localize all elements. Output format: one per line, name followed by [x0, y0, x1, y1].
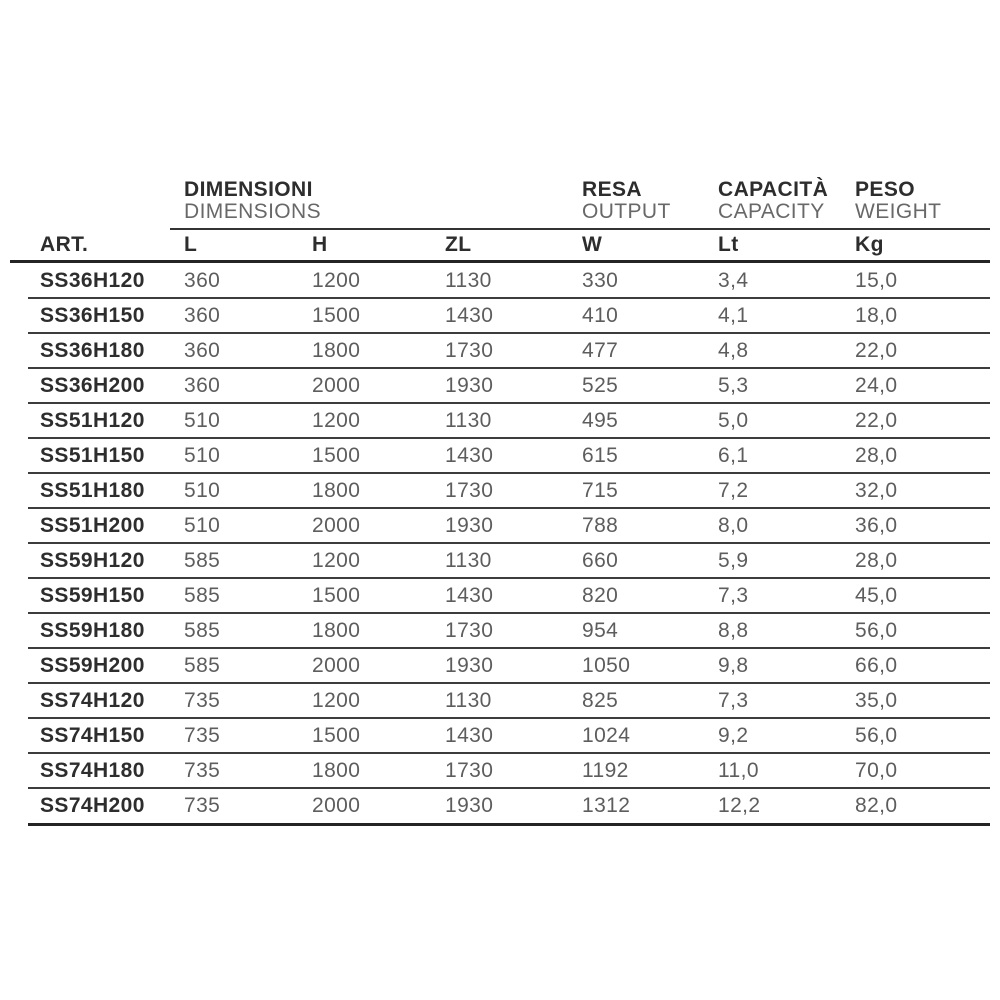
w-cell: 477 [582, 338, 619, 362]
lt-cell: 12,2 [718, 793, 761, 817]
w-cell: 1312 [582, 793, 631, 817]
h-cell: 2000 [312, 653, 361, 677]
table-bottom-line [28, 823, 990, 826]
group-title-peso: PESO [855, 178, 915, 201]
l-cell: 360 [184, 373, 221, 397]
group-subtitle-dimensions: DIMENSIONS [184, 200, 322, 223]
l-cell: 735 [184, 758, 221, 782]
w-cell: 1050 [582, 653, 631, 677]
zl-cell: 1430 [445, 583, 494, 607]
table-row [10, 543, 990, 578]
w-cell: 615 [582, 443, 619, 467]
table-row [10, 438, 990, 473]
h-cell: 1500 [312, 303, 361, 327]
art-cell: SS51H180 [40, 478, 145, 502]
art-cell: SS51H200 [40, 513, 145, 537]
column-header-lt: Lt [718, 233, 739, 256]
table-row [10, 683, 990, 718]
h-cell: 1500 [312, 723, 361, 747]
art-cell: SS36H200 [40, 373, 145, 397]
kg-cell: 28,0 [855, 548, 898, 572]
zl-cell: 1730 [445, 338, 494, 362]
lt-cell: 5,3 [718, 373, 749, 397]
kg-cell: 56,0 [855, 723, 898, 747]
lt-cell: 3,4 [718, 268, 749, 292]
l-cell: 735 [184, 793, 221, 817]
table-row [10, 578, 990, 613]
table-row [10, 648, 990, 683]
art-cell: SS59H120 [40, 548, 145, 572]
kg-cell: 15,0 [855, 268, 898, 292]
kg-cell: 22,0 [855, 338, 898, 362]
lt-cell: 7,3 [718, 583, 749, 607]
zl-cell: 1130 [445, 268, 492, 292]
lt-cell: 9,8 [718, 653, 749, 677]
column-header-row [10, 230, 990, 260]
h-cell: 2000 [312, 373, 361, 397]
kg-cell: 32,0 [855, 478, 898, 502]
w-cell: 715 [582, 478, 619, 502]
column-header-zl: ZL [445, 233, 472, 256]
w-cell: 1024 [582, 723, 631, 747]
kg-cell: 22,0 [855, 408, 898, 432]
lt-cell: 7,3 [718, 688, 749, 712]
lt-cell: 8,8 [718, 618, 749, 642]
group-subtitle-output: OUTPUT [582, 200, 671, 223]
w-cell: 954 [582, 618, 619, 642]
group-subtitle-capacity: CAPACITY [718, 200, 825, 223]
h-cell: 1800 [312, 758, 361, 782]
zl-cell: 1430 [445, 443, 494, 467]
group-header-spacer [10, 179, 184, 228]
table-row [10, 298, 990, 333]
h-cell: 1800 [312, 338, 361, 362]
column-header-art: ART. [40, 233, 89, 256]
w-cell: 410 [582, 303, 619, 327]
art-cell: SS74H200 [40, 793, 145, 817]
table-row [10, 473, 990, 508]
art-cell: SS59H200 [40, 653, 145, 677]
l-cell: 735 [184, 688, 221, 712]
zl-cell: 1730 [445, 758, 494, 782]
group-subtitle-weight: WEIGHT [855, 200, 942, 223]
h-cell: 1200 [312, 548, 361, 572]
column-header-w: W [582, 233, 603, 256]
zl-cell: 1730 [445, 478, 494, 502]
kg-cell: 56,0 [855, 618, 898, 642]
w-cell: 820 [582, 583, 619, 607]
group-header-weight [855, 179, 990, 228]
w-cell: 495 [582, 408, 619, 432]
table-row [10, 368, 990, 403]
lt-cell: 7,2 [718, 478, 749, 502]
w-cell: 1192 [582, 758, 629, 782]
l-cell: 510 [184, 513, 221, 537]
art-cell: SS36H120 [40, 268, 145, 292]
l-cell: 585 [184, 548, 221, 572]
group-header-capacity [718, 179, 855, 228]
art-cell: SS74H120 [40, 688, 145, 712]
art-cell: SS59H150 [40, 583, 145, 607]
l-cell: 360 [184, 303, 221, 327]
group-title-resa: RESA [582, 178, 642, 201]
table-row [10, 718, 990, 753]
art-cell: SS74H180 [40, 758, 145, 782]
spec-table [10, 170, 990, 826]
l-cell: 510 [184, 478, 221, 502]
h-cell: 1800 [312, 618, 361, 642]
group-title-capacita: CAPACITÀ [718, 178, 829, 201]
art-cell: SS51H150 [40, 443, 145, 467]
table-row [10, 753, 990, 788]
zl-cell: 1930 [445, 653, 494, 677]
art-cell: SS74H150 [40, 723, 145, 747]
lt-cell: 5,9 [718, 548, 749, 572]
art-cell: SS36H180 [40, 338, 145, 362]
kg-cell: 24,0 [855, 373, 898, 397]
l-cell: 735 [184, 723, 221, 747]
lt-cell: 4,1 [718, 303, 749, 327]
l-cell: 510 [184, 443, 221, 467]
lt-cell: 11,0 [718, 758, 759, 782]
zl-cell: 1730 [445, 618, 494, 642]
group-header-dimensions [184, 179, 582, 228]
zl-cell: 1930 [445, 513, 494, 537]
group-header-output [582, 179, 718, 228]
lt-cell: 8,0 [718, 513, 749, 537]
l-cell: 510 [184, 408, 221, 432]
art-cell: SS51H120 [40, 408, 145, 432]
table-row [10, 508, 990, 543]
lt-cell: 5,0 [718, 408, 749, 432]
kg-cell: 82,0 [855, 793, 898, 817]
l-cell: 585 [184, 653, 221, 677]
art-cell: SS59H180 [40, 618, 145, 642]
zl-cell: 1430 [445, 723, 494, 747]
group-title-dimensioni: DIMENSIONI [184, 178, 313, 201]
w-cell: 825 [582, 688, 619, 712]
h-cell: 2000 [312, 793, 361, 817]
table-row [10, 788, 990, 823]
lt-cell: 9,2 [718, 723, 749, 747]
h-cell: 1800 [312, 478, 361, 502]
w-cell: 525 [582, 373, 619, 397]
w-cell: 330 [582, 268, 619, 292]
table-body [10, 263, 990, 823]
table-row [10, 613, 990, 648]
kg-cell: 35,0 [855, 688, 898, 712]
h-cell: 1500 [312, 443, 361, 467]
kg-cell: 18,0 [855, 303, 898, 327]
kg-cell: 45,0 [855, 583, 898, 607]
w-cell: 788 [582, 513, 619, 537]
lt-cell: 6,1 [718, 443, 749, 467]
zl-cell: 1930 [445, 793, 494, 817]
kg-cell: 28,0 [855, 443, 898, 467]
kg-cell: 66,0 [855, 653, 898, 677]
lt-cell: 4,8 [718, 338, 749, 362]
h-cell: 2000 [312, 513, 361, 537]
column-header-kg: Kg [855, 233, 884, 256]
column-header-l: L [184, 233, 198, 256]
group-header-row [10, 170, 990, 228]
zl-cell: 1930 [445, 373, 494, 397]
kg-cell: 36,0 [855, 513, 898, 537]
table-row [10, 263, 990, 298]
h-cell: 1500 [312, 583, 361, 607]
l-cell: 360 [184, 268, 221, 292]
table-row [10, 333, 990, 368]
zl-cell: 1130 [445, 548, 492, 572]
column-header-h: H [312, 233, 328, 256]
art-cell: SS36H150 [40, 303, 145, 327]
h-cell: 1200 [312, 688, 361, 712]
h-cell: 1200 [312, 268, 361, 292]
l-cell: 360 [184, 338, 221, 362]
table-row [10, 403, 990, 438]
l-cell: 585 [184, 618, 221, 642]
zl-cell: 1430 [445, 303, 494, 327]
l-cell: 585 [184, 583, 221, 607]
kg-cell: 70,0 [855, 758, 898, 782]
zl-cell: 1130 [445, 408, 492, 432]
w-cell: 660 [582, 548, 619, 572]
zl-cell: 1130 [445, 688, 492, 712]
h-cell: 1200 [312, 408, 361, 432]
